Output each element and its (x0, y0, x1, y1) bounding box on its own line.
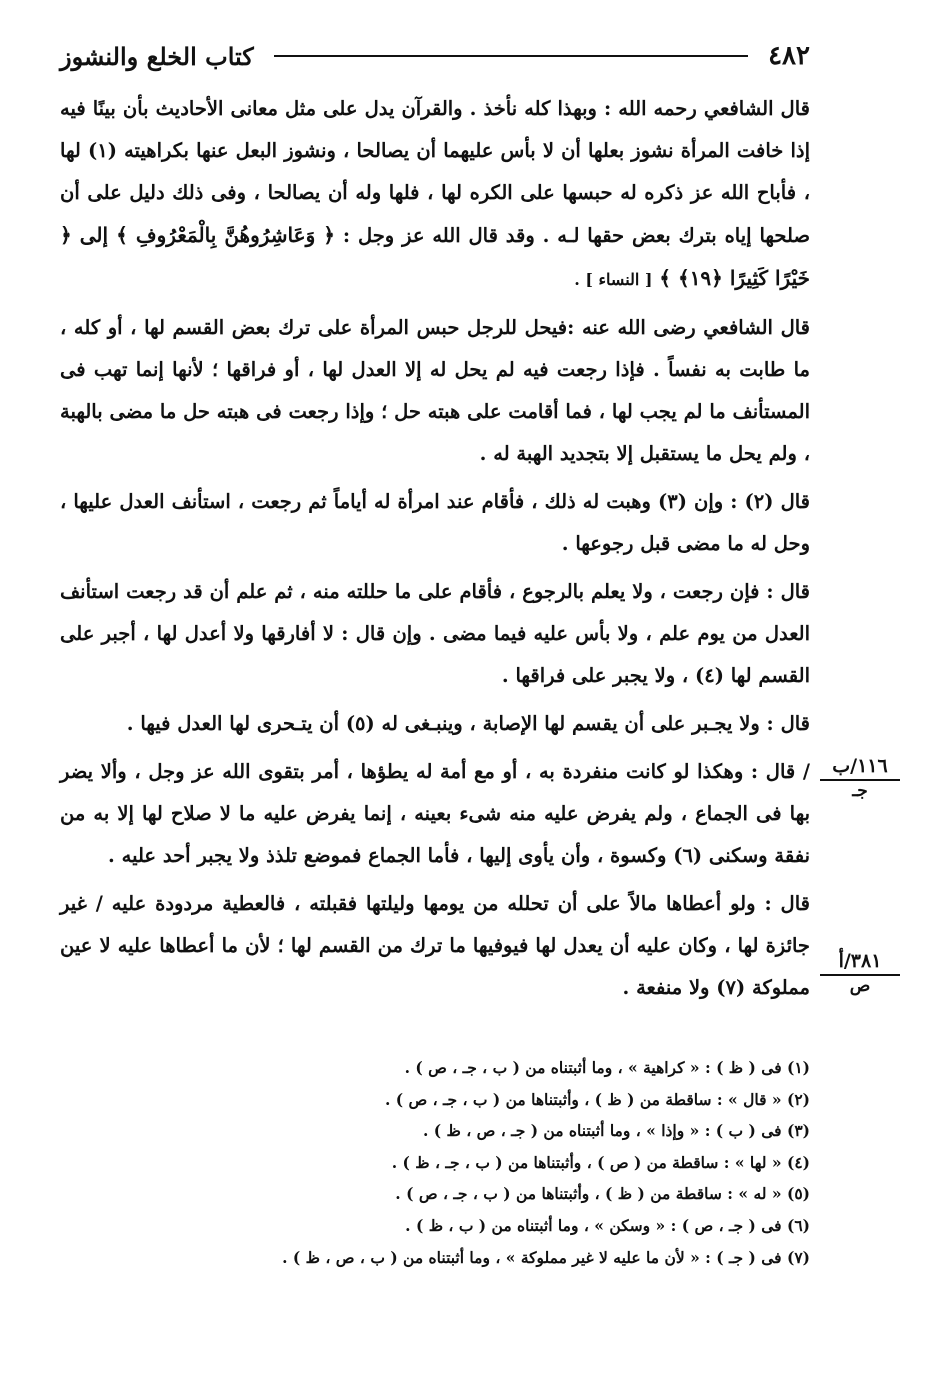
page-number: ٤٨٢ (768, 41, 810, 71)
paragraph-lead: / قال (765, 760, 811, 783)
main-text (60, 88, 810, 1015)
header-rule (274, 55, 748, 57)
paragraph-text: : ولا يجـبر على أن يقسم لها الإصابة ، وينبـغى له (٥) أن يتـحرى لها العدل فيها . (126, 712, 774, 735)
quran-citation: ﴿ وَعَاشِرُوهُنَّ بِالْمَعْرُوفِ ﴾ إلى ﴿ خَيْرًا كَثِيرًا ﴿١٩﴾ ﴾ (60, 223, 810, 290)
paragraph-lead: قال (780, 580, 810, 603)
paragraph-lead: قال الشافعي (703, 97, 810, 120)
paragraph-lead: قال الشافعي (703, 316, 811, 339)
paragraph-text: رحمه الله : وبهذا كله نأخذ . والقرآن يدل على مثل معانى الأحاديث بأن بينًا فيه إذا خافت المرأة نشوز بعلها أن لا بأس عليهما أن يصالحا ، ونشوز البعل عنها بكراهيته (١) لها ، فأباح الله عز ذكره له حبسها على الكره لها ، فلها وله أن يصالحا ، وفى ذلك دليل على أن صلحها إياه بترك بعض حقها لـه . وقد قال الله عز وجل : (60, 97, 811, 247)
footnotes (60, 1052, 810, 1273)
paragraph-2 (60, 307, 810, 475)
margin-manuscript: جـ (852, 781, 868, 801)
margin-folio: ١١٦/ب (820, 755, 900, 781)
surah-reference: [ النساء ] . (574, 270, 653, 289)
paragraph-text: (٢) : وإن (٣) وهبت له ذلك ، فأقام عند امرأة له أياماً ثم رجعت ، استأنف العدل عليها ، وحل له ما مضى قبل رجوعها . (60, 490, 810, 555)
page-header (60, 38, 810, 74)
paragraph-text: : فإن رجعت ، ولا يعلم بالرجوع ، فأقام على ما حللته منه ، ثم علم أن قد رجعت استأنف العدل من يوم علم ، ولا بأس عليه فيما مضى . وإن قال : لا أفارقها ولا أعدل لها ، أجبر على القسم لها (٤) ، ولا يجبر على فراقها . (60, 580, 810, 687)
margin-folio: ٣٨١/أ (820, 950, 900, 976)
paragraph-7 (60, 883, 810, 1009)
paragraph-lead: قال (780, 892, 810, 915)
paragraph-lead: قال (780, 490, 810, 513)
footnote-2: (٢) « قال » : ساقطة من ( ظ ) ، وأثبتناها من ( ب ، جـ ، ص ) . (384, 1089, 810, 1109)
paragraph-4 (60, 571, 810, 697)
footnote-4: (٤) « لها » : ساقطة من ( ص ) ، وأثبتناها من ( ب ، جـ ، ظ ) . (391, 1152, 810, 1172)
paragraph-1 (60, 88, 810, 301)
paragraph-3 (60, 481, 810, 565)
paragraph-lead: قال (780, 712, 810, 735)
margin-manuscript: ص (849, 976, 871, 996)
paragraph-5 (60, 703, 810, 745)
footnote-1: (١) فى ( ظ ) : « كراهية » ، وما أثبتناه من ( ب ، جـ ، ص ) . (404, 1058, 810, 1077)
margin-note-folio-2 (820, 950, 900, 996)
paragraph-6 (60, 751, 810, 877)
footnote-5: (٥) « له » : ساقطة من ( ظ ) ، وأثبتناها من ( ب ، جـ ، ص ) . (395, 1184, 810, 1204)
footnote-3: (٣) فى ( ب ) : « وإذا » ، وما أثبتناه من ( جـ ، ص ، ظ ) . (423, 1121, 810, 1141)
margin-note-folio-1 (820, 755, 900, 801)
book-title: كتاب الخلع والنشوز (60, 41, 254, 71)
paragraph-text: : ولو أعطاها مالاً على أن تحلله من يومها وليلتها فقبلته ، فالعطية مردودة عليه / غير جائزة لها ، وكان عليه أن يعدل لها فيوفيها ما ترك من القسم لها ؛ لأن ما أعطاها عليه لا عين مملوكة (٧) ولا منفعة . (60, 892, 810, 999)
paragraph-text: رضى الله عنه :فيحل للرجل حبس المرأة على ترك بعض القسم لها ، أو كله ، ما طابت به نفساً . فإذا رجعت فيه لم يحل له إلا العدل لها ، أو فراقها ؛ لأنها إنما تهب فى المستأنف ما لم يجب لها ، فما أقامت على هبته حل ؛ وإذا رجعت فى هبته حل ما مضى بالهبة ، ولم يحل ما يستقبل إلا بتجديد الهبة له . (60, 316, 810, 465)
footnote-6: (٦) فى ( جـ ، ص ) : « وسكن » ، وما أثبتناه من ( ب ، ظ ) . (405, 1215, 810, 1235)
footnote-7: (٧) فى ( جـ ) : « لأن ما عليه لا غير مملوكة » ، وما أثبتناه من ( ب ، ص ، ظ ) . (282, 1247, 810, 1267)
paragraph-text: : وهكذا لو كانت منفردة به ، أو مع أمة له يطؤها ، أمر بتقوى الله عز وجل ، وألا يضر بها فى الجماع ، ولم يفرض عليه منه شىء بعينه ، إنما يفرض عليه ما لا صلاح لها إلا به من نفقة وسكنى (٦) وكسوة ، وأن يأوى إليها ، فأما الجماع فموضع تلذذ ولا يجبر أحد عليه . (60, 760, 810, 867)
